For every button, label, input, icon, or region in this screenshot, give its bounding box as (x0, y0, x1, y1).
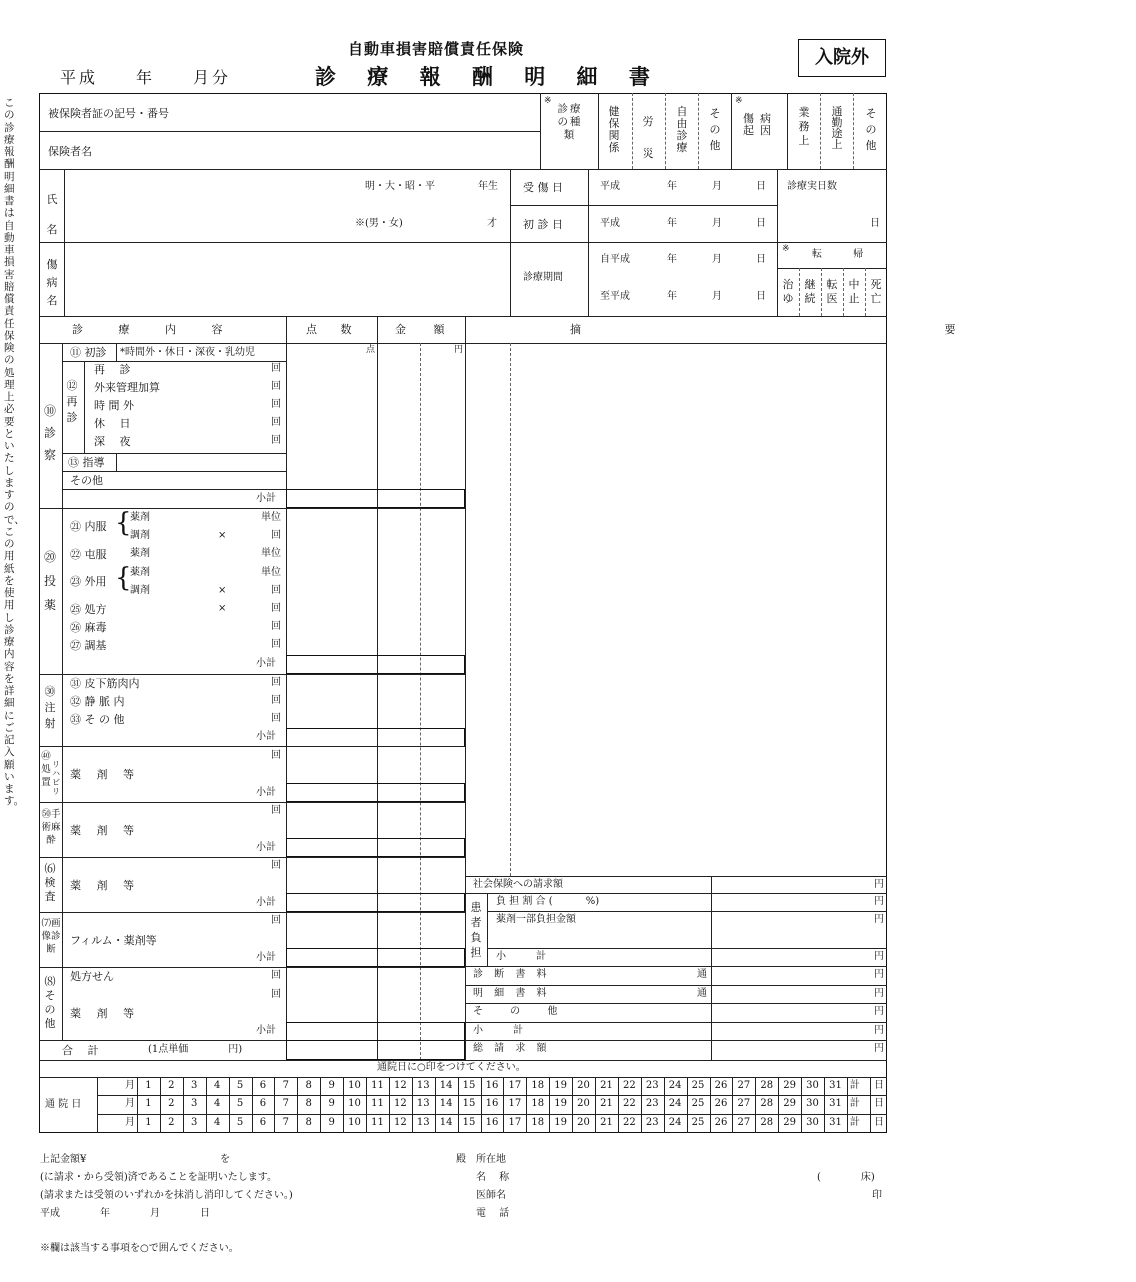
visit-total-days[interactable]: 日 (874, 1098, 884, 1109)
inj-iv: ㉜ 静 脈 内 (70, 695, 125, 708)
visit-day[interactable]: 18 (531, 1117, 545, 1128)
diag-tsu[interactable]: 通 (697, 969, 707, 980)
visit-day[interactable]: 1 (145, 1080, 152, 1091)
sex-select[interactable]: ※(男・女) (355, 218, 403, 229)
visit-day[interactable]: 12 (393, 1098, 407, 1109)
visit-day[interactable]: 11 (371, 1080, 384, 1091)
surgery-drugs: 薬 剤 等 (70, 824, 140, 837)
cert-dono: 殿 (456, 1154, 466, 1165)
oral-drug: 薬剤 (130, 512, 150, 523)
visit-day[interactable]: 25 (691, 1117, 705, 1128)
type-rosai[interactable]: 労災 (642, 115, 654, 160)
birth-suffix: 年生 (478, 181, 498, 192)
visit-day[interactable]: 15 (462, 1098, 476, 1109)
type-jiyu[interactable]: 自由診療 (676, 105, 688, 154)
oral-x: × (218, 530, 227, 541)
other-subtotal-box[interactable] (286, 1022, 465, 1041)
ext-x: × (218, 585, 227, 596)
visit-day[interactable]: 7 (282, 1117, 290, 1128)
meds-subtotal-box[interactable] (286, 655, 465, 674)
unit-yen: 円 (454, 345, 464, 355)
bill-ratio[interactable]: 負 担 割 合 ( %) (496, 896, 600, 907)
visit-day[interactable]: 18 (531, 1080, 545, 1091)
visit-day[interactable]: 13 (416, 1117, 430, 1128)
cert-amount[interactable]: 上記金額¥ (40, 1154, 87, 1165)
visit-day[interactable]: 5 (236, 1117, 244, 1128)
type-kenpo[interactable]: 健保関係 (608, 105, 620, 154)
visit-day[interactable]: 8 (305, 1080, 312, 1091)
test-count[interactable]: 回 (271, 860, 281, 871)
bill-yen[interactable]: 円 (874, 988, 884, 999)
visit-day[interactable]: 27 (737, 1080, 751, 1091)
stmt-tsu[interactable]: 通 (697, 988, 707, 999)
to-day[interactable]: 日 (756, 291, 766, 302)
exam-subtotal: 小計 (256, 493, 276, 504)
cause-other[interactable]: その他 (865, 107, 877, 152)
exam-other: その他 (70, 474, 103, 487)
visit-total-label: 計 (849, 1080, 860, 1091)
ext-drug: 薬剤 (130, 567, 150, 578)
visit-day[interactable]: 24 (668, 1117, 682, 1128)
label-injury-name: 傷病名 (46, 258, 58, 307)
visit-day[interactable]: 16 (485, 1098, 499, 1109)
visit-day[interactable]: 3 (191, 1117, 198, 1128)
visit-day[interactable]: 11 (371, 1117, 384, 1128)
total-label: 合 計 (62, 1044, 99, 1057)
visit-day[interactable]: 15 (462, 1117, 476, 1128)
margin-note: この診療報酬明細書は自動車損害賠償責任保険の処理上必要といたしますので、この用紙を使用し診療内容を詳細にご記入願います。 (4, 97, 25, 808)
med-base: ㉗ 調基 (70, 639, 107, 652)
type-other[interactable]: その他 (709, 107, 721, 152)
injury-month[interactable]: 月 (712, 181, 722, 192)
bill-social: 社会保険への請求額 (473, 879, 563, 890)
visit-day[interactable]: 21 (600, 1080, 613, 1091)
meds-subtotal: 小計 (256, 658, 276, 669)
bill-diagnosis: 診 断 書 料 (473, 969, 551, 980)
to-month[interactable]: 月 (712, 291, 722, 302)
visit-day[interactable]: 6 (259, 1117, 267, 1128)
visit-day[interactable]: 5 (236, 1080, 244, 1091)
test-drugs: 薬 剤 等 (70, 879, 140, 892)
form-title: 診 療 報 酬 明 細 書 (315, 64, 662, 89)
exam-first-note[interactable]: *時間外・休日・深夜・乳幼児 (120, 347, 255, 358)
sec-other: ⑻その他 (44, 975, 56, 1030)
visit-day[interactable]: 11 (371, 1098, 384, 1109)
from-month[interactable]: 月 (712, 254, 722, 265)
inj-other-count[interactable]: 回 (271, 713, 281, 724)
outcome-death[interactable]: 死亡 (870, 278, 882, 305)
outcome-continue[interactable]: 継続 (804, 278, 816, 305)
inj-sc-count[interactable]: 回 (271, 677, 281, 688)
visit-total-label: 計 (849, 1117, 860, 1128)
bill-yen[interactable]: 円 (874, 951, 884, 962)
med-external: ㉓ 外用 (70, 575, 107, 588)
inj-iv-count[interactable]: 回 (271, 695, 281, 706)
oral-prep: 調剤 (130, 530, 150, 541)
exam-subtotal-box[interactable] (286, 489, 465, 508)
visit-day[interactable]: 7 (282, 1080, 290, 1091)
sec-imaging: ⑺画像診断 (41, 918, 61, 955)
sec-test: ⑹検査 (44, 862, 56, 903)
bill-drug-share: 薬剤一部負担金額 (496, 914, 576, 925)
other-rx: 処方せん (70, 970, 114, 983)
age-suffix: 才 (487, 218, 497, 229)
visit-day[interactable]: 13 (416, 1098, 430, 1109)
visit-day[interactable]: 12 (393, 1080, 407, 1091)
visit-day[interactable]: 19 (554, 1117, 567, 1128)
col-summary: 摘 要 (570, 323, 1136, 336)
visit-day[interactable]: 20 (577, 1117, 590, 1128)
visit-day[interactable]: 30 (806, 1098, 819, 1109)
revisit-item: 再 診 (94, 363, 131, 376)
visit-day[interactable]: 9 (328, 1080, 335, 1091)
imaging-subtotal-box[interactable] (286, 948, 465, 967)
form-frame (39, 93, 887, 1133)
visit-day[interactable]: 9 (328, 1098, 335, 1109)
revisit-count[interactable]: 回 (271, 381, 281, 392)
visit-day[interactable]: 23 (645, 1080, 659, 1091)
treat-subtotal: 小計 (256, 787, 276, 798)
visit-day[interactable]: 27 (737, 1098, 751, 1109)
type-shinryo: 診療の種類 (557, 103, 583, 141)
revisit-count[interactable]: 回 (271, 417, 281, 428)
visit-day[interactable]: 4 (213, 1117, 221, 1128)
visit-day[interactable]: 28 (760, 1117, 774, 1128)
inj-other: ㉝ そ の 他 (70, 713, 125, 726)
inject-subtotal-box[interactable] (286, 728, 465, 747)
ext-unit[interactable]: 単位 (261, 567, 281, 578)
visit-month[interactable]: 月 (125, 1080, 135, 1091)
visit-day[interactable]: 31 (829, 1098, 842, 1109)
total-unit-note[interactable]: (1点単価 円) (148, 1044, 243, 1055)
revisit-item: 外来管理加算 (94, 381, 160, 394)
visit-day[interactable]: 12 (393, 1117, 407, 1128)
label-period: 診療期間 (523, 272, 563, 283)
label-name: 氏名 (46, 193, 58, 236)
visit-day[interactable]: 6 (259, 1080, 267, 1091)
prn-drug: 薬剤 (130, 548, 150, 559)
test-subtotal-box[interactable] (286, 893, 465, 912)
visit-day[interactable]: 25 (691, 1098, 705, 1109)
label-injury-date: 受 傷 日 (523, 181, 563, 194)
visit-total-days[interactable]: 日 (874, 1117, 884, 1128)
visit-day[interactable]: 14 (439, 1080, 453, 1091)
cert-phone[interactable]: 電 話 (476, 1208, 510, 1219)
visit-day[interactable]: 25 (691, 1080, 705, 1091)
surgery-subtotal-box[interactable] (286, 838, 465, 857)
outcome-transfer[interactable]: 転医 (826, 278, 838, 305)
col-points: 点 数 (306, 323, 362, 336)
insurer-name[interactable]: 保険者名 (48, 145, 92, 158)
visit-day[interactable]: 22 (622, 1098, 636, 1109)
visit-day[interactable]: 21 (600, 1098, 613, 1109)
revisit-count[interactable]: 回 (271, 435, 281, 446)
prn-unit[interactable]: 単位 (261, 548, 281, 559)
type-cause: 傷病起因 (743, 112, 777, 137)
revisit-count[interactable]: 回 (271, 363, 281, 374)
visit-day[interactable]: 29 (783, 1098, 796, 1109)
from-year[interactable]: 年 (667, 254, 677, 265)
visit-day[interactable]: 16 (485, 1080, 499, 1091)
bill-yen[interactable]: 円 (874, 914, 884, 925)
injury-year[interactable]: 年 (667, 181, 677, 192)
med-prn: ㉒ 屯服 (70, 548, 107, 561)
period-from: 自平成 (600, 254, 630, 265)
imaging-drugs: フィルム・薬剤等 (70, 934, 157, 947)
bill-yen[interactable]: 円 (874, 1006, 884, 1017)
other-subtotal: 小計 (256, 1025, 276, 1036)
bill-subtotal1: 小 計 (496, 951, 546, 962)
label-actual-days: 診療実日数 (787, 181, 837, 192)
visit-day[interactable]: 15 (462, 1080, 476, 1091)
exam-first: ⑪ 初診 (70, 346, 107, 359)
visit-label: 通 院 日 (45, 1099, 82, 1110)
visit-day[interactable]: 20 (577, 1080, 590, 1091)
cert-date[interactable]: 平成 年 月 日 (40, 1208, 210, 1219)
bill-subtotal2: 小 計 (473, 1025, 523, 1036)
rx-count[interactable]: 回 (271, 603, 281, 614)
narcotic-count[interactable]: 回 (271, 621, 281, 632)
med-rx: ㉕ 処方 (70, 603, 107, 616)
visit-total-label: 計 (849, 1098, 860, 1109)
other-drugs: 薬 剤 等 (70, 1007, 140, 1020)
treat-drugs: 薬 剤 等 (70, 768, 140, 781)
visit-day[interactable]: 17 (508, 1117, 522, 1128)
first-day[interactable]: 日 (756, 218, 766, 229)
exam-revisit: ⑫再診 (66, 379, 78, 424)
surgery-count[interactable]: 回 (271, 805, 281, 816)
visit-month[interactable]: 月 (125, 1098, 135, 1109)
total-box[interactable] (286, 1040, 465, 1060)
sec-treat: ㊵処置 (41, 751, 51, 788)
bill-patient-share: 患者負担 (470, 901, 482, 959)
sec-meds: ⑳投薬 (43, 550, 56, 612)
cert-wo: を (220, 1154, 230, 1165)
visit-day[interactable]: 7 (282, 1098, 290, 1109)
outcome-label: 転 帰 (812, 249, 878, 260)
visit-day[interactable]: 27 (737, 1117, 751, 1128)
bill-yen[interactable]: 円 (874, 969, 884, 980)
cert-line1[interactable]: (に請求・から受領)済であることを証明いたします。 (40, 1172, 278, 1183)
insurance-card-number[interactable]: 被保険者証の記号・番号 (48, 107, 169, 120)
visit-day[interactable]: 1 (145, 1098, 152, 1109)
exam-guidance: ⑬ 指導 (68, 456, 105, 469)
visit-day[interactable]: 10 (348, 1080, 361, 1091)
bill-total: 総 請 求 額 (473, 1043, 551, 1054)
sec-exam: ⑩診察 (43, 404, 56, 462)
treat-count[interactable]: 回 (271, 750, 281, 761)
visit-day[interactable]: 2 (168, 1098, 175, 1109)
other-rx-count[interactable]: 回 (271, 970, 281, 981)
visit-day[interactable]: 23 (645, 1098, 659, 1109)
visit-day[interactable]: 2 (168, 1080, 175, 1091)
outcome-cured[interactable]: 治ゆ (782, 278, 794, 305)
visit-day[interactable]: 19 (554, 1098, 567, 1109)
visit-day[interactable]: 17 (508, 1098, 522, 1109)
cert-beds[interactable]: ( 床) (817, 1172, 875, 1183)
col-content: 診 療 内 容 (72, 323, 239, 336)
cert-address[interactable]: 所在地 (476, 1154, 506, 1165)
sec-inject: ㉚注射 (44, 685, 56, 730)
visit-day[interactable]: 17 (508, 1080, 522, 1091)
base-count[interactable]: 回 (271, 639, 281, 650)
visit-total-days[interactable]: 日 (874, 1080, 884, 1091)
inject-subtotal: 小計 (256, 731, 276, 742)
visit-day[interactable]: 10 (348, 1117, 361, 1128)
cert-name[interactable]: 名 称 (476, 1172, 510, 1183)
badge-outpatient: 入院外 (798, 39, 886, 77)
footnote: ※欄は該当する事項を○で囲んでください。 (40, 1243, 239, 1254)
unit-pt: 点 (366, 345, 376, 355)
rx-x: × (218, 603, 227, 614)
visit-day[interactable]: 23 (645, 1117, 659, 1128)
period-to: 至平成 (600, 291, 630, 302)
med-oral: ㉑ 内服 (70, 520, 107, 533)
visit-day[interactable]: 16 (485, 1117, 499, 1128)
surgery-subtotal: 小計 (256, 842, 276, 853)
cause-work[interactable]: 業務上 (798, 106, 810, 147)
visit-day[interactable]: 21 (600, 1117, 613, 1128)
visit-day[interactable]: 6 (259, 1098, 267, 1109)
visit-day[interactable]: 31 (829, 1080, 842, 1091)
visit-day[interactable]: 24 (668, 1098, 682, 1109)
first-year[interactable]: 年 (667, 218, 677, 229)
oral-count[interactable]: 回 (271, 530, 281, 541)
visit-day[interactable]: 10 (348, 1098, 361, 1109)
visit-day[interactable]: 18 (531, 1098, 545, 1109)
first-month[interactable]: 月 (712, 218, 722, 229)
imaging-count[interactable]: 回 (271, 915, 281, 926)
visit-day[interactable]: 8 (305, 1117, 312, 1128)
bill-yen[interactable]: 円 (874, 896, 884, 907)
test-subtotal: 小計 (256, 897, 276, 908)
cause-commute[interactable]: 通勤途上 (831, 105, 843, 151)
visit-day[interactable]: 31 (829, 1117, 842, 1128)
visit-day[interactable]: 4 (213, 1098, 221, 1109)
label-first-visit: 初 診 日 (523, 218, 563, 231)
visit-day[interactable]: 3 (191, 1080, 198, 1091)
from-day[interactable]: 日 (756, 254, 766, 265)
visit-day[interactable]: 22 (622, 1117, 636, 1128)
visit-day[interactable]: 9 (328, 1117, 335, 1128)
to-year[interactable]: 年 (667, 291, 677, 302)
visit-month[interactable]: 月 (125, 1117, 135, 1128)
col-amount: 金 額 (395, 323, 457, 336)
revisit-item: 深 夜 (94, 435, 131, 448)
visit-day[interactable]: 29 (783, 1117, 796, 1128)
visit-day[interactable]: 30 (806, 1080, 819, 1091)
revisit-item: 時 間 外 (94, 399, 134, 412)
visit-day[interactable]: 30 (806, 1117, 819, 1128)
visit-day[interactable]: 26 (714, 1098, 728, 1109)
oral-unit[interactable]: 単位 (261, 512, 281, 523)
treat-rehab: リハビリ (52, 760, 60, 796)
visit-day[interactable]: 3 (191, 1098, 198, 1109)
visit-day[interactable]: 19 (554, 1080, 567, 1091)
form-subtitle: 自動車損害賠償責任保険 (348, 40, 525, 58)
cert-seal: 印 (872, 1190, 882, 1201)
visit-day[interactable]: 4 (213, 1080, 221, 1091)
visit-day[interactable]: 1 (145, 1117, 152, 1128)
visit-day[interactable]: 22 (622, 1080, 636, 1091)
imaging-subtotal: 小計 (256, 952, 276, 963)
visit-day[interactable]: 13 (416, 1080, 430, 1091)
cert-doctor[interactable]: 医師名 (476, 1190, 506, 1201)
visit-day[interactable]: 8 (305, 1098, 312, 1109)
visit-day[interactable]: 26 (714, 1080, 728, 1091)
birth-era[interactable]: 明・大・昭・平 (365, 181, 435, 192)
visit-day[interactable]: 2 (168, 1117, 175, 1128)
visit-day[interactable]: 20 (577, 1098, 590, 1109)
visit-day[interactable]: 26 (714, 1117, 728, 1128)
revisit-item: 休 日 (94, 417, 131, 430)
sec-surgery: ㊿手術麻酔 (41, 809, 61, 846)
visit-day[interactable]: 28 (760, 1098, 774, 1109)
treat-subtotal-box[interactable] (286, 783, 465, 802)
visit-day[interactable]: 14 (439, 1117, 453, 1128)
visit-day[interactable]: 14 (439, 1098, 453, 1109)
injury-day[interactable]: 日 (756, 181, 766, 192)
outcome-stop[interactable]: 中止 (848, 278, 860, 305)
revisit-count[interactable]: 回 (271, 399, 281, 410)
visit-day[interactable]: 24 (668, 1080, 682, 1091)
first-era: 平成 (600, 218, 620, 229)
bill-yen[interactable]: 円 (874, 1025, 884, 1036)
bill-yen[interactable]: 円 (874, 1043, 884, 1054)
bill-other: そ の 他 (473, 1006, 570, 1017)
inj-sc: ㉛ 皮下筋肉内 (70, 677, 140, 690)
other-count2[interactable]: 回 (271, 989, 281, 1000)
visit-day[interactable]: 5 (236, 1098, 244, 1109)
bill-yen[interactable]: 円 (874, 879, 884, 890)
era-month: 平成 年 月分 (60, 68, 232, 87)
actual-days-unit[interactable]: 日 (870, 218, 880, 229)
visit-note: 通院日に○印をつけてください。 (377, 1062, 526, 1073)
cert-line2: (請求または受領のいずれかを抹消し消印してください。) (40, 1190, 293, 1201)
ext-prep: 調剤 (130, 585, 150, 596)
ext-count[interactable]: 回 (271, 585, 281, 596)
bill-statement: 明 細 書 料 (473, 988, 551, 999)
injury-era: 平成 (600, 181, 620, 192)
visit-day[interactable]: 28 (760, 1080, 774, 1091)
med-narcotic: ㉖ 麻毒 (70, 621, 107, 634)
visit-day[interactable]: 29 (783, 1080, 796, 1091)
